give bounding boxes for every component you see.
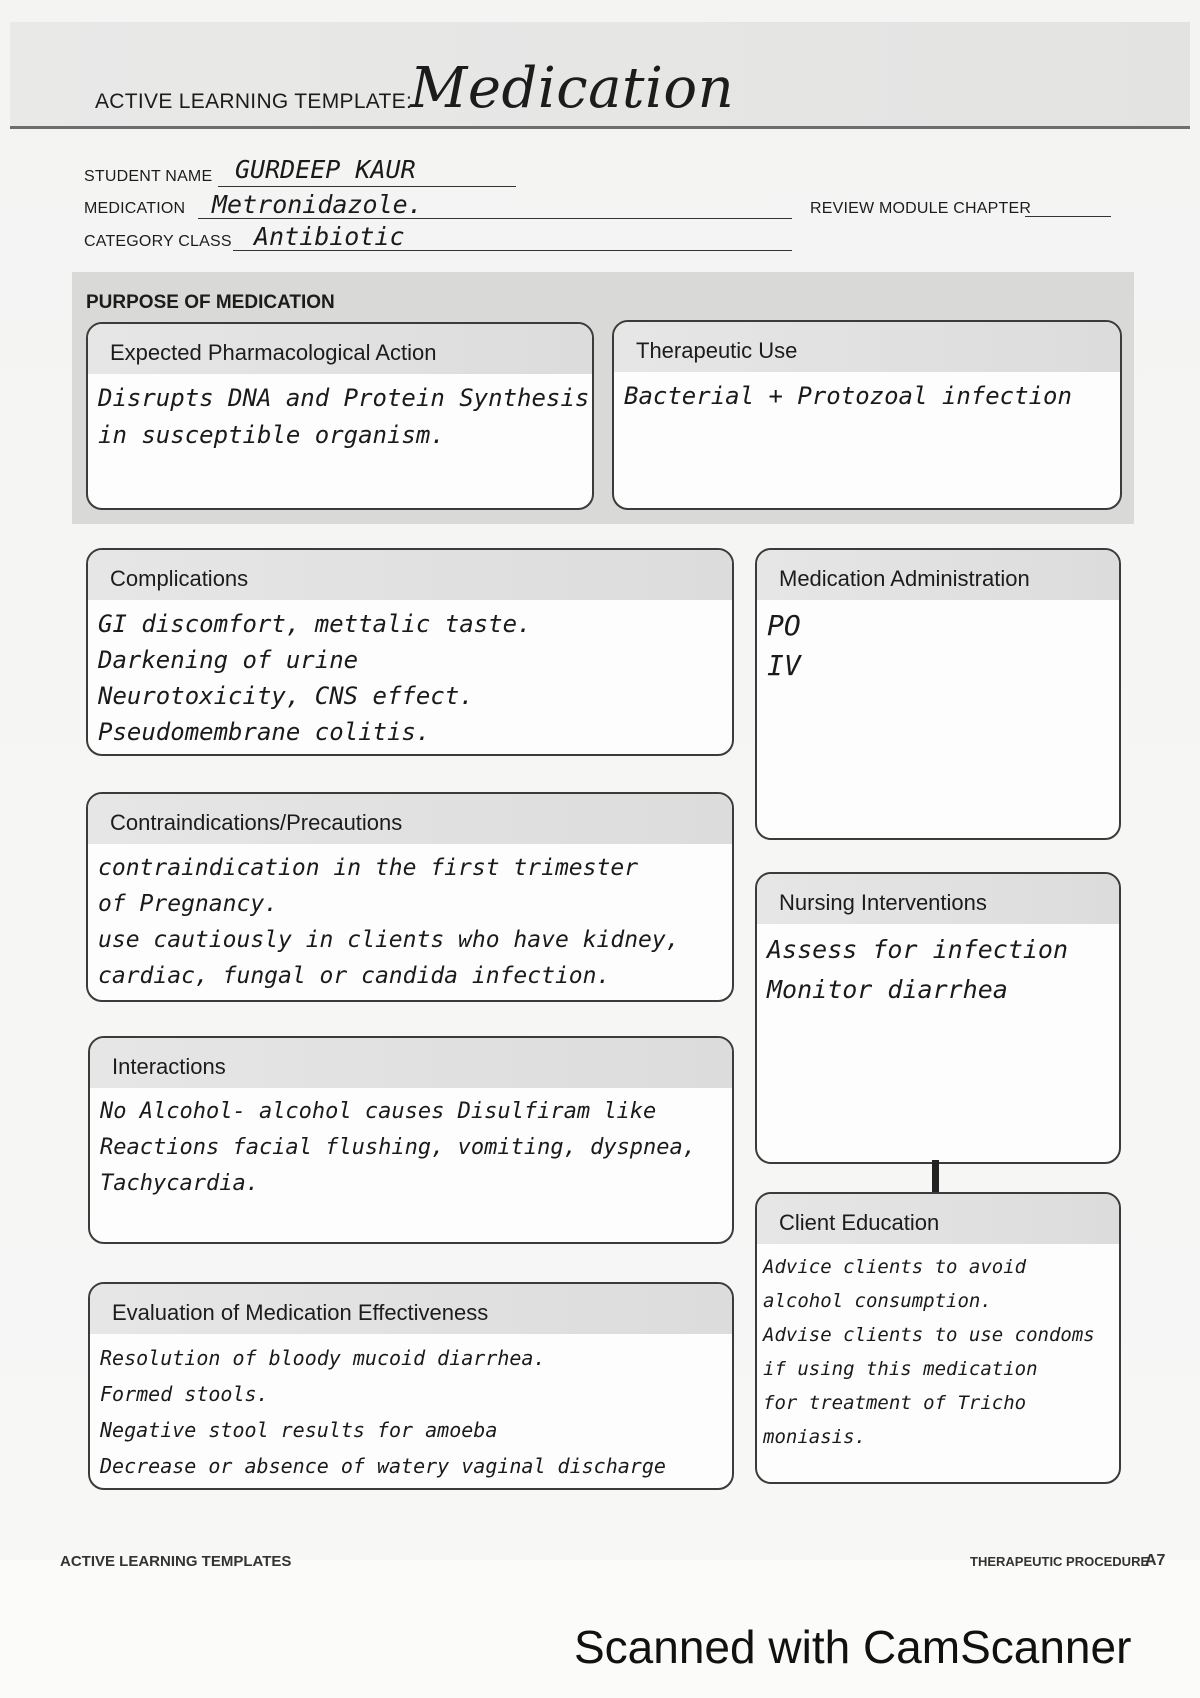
footer-left-label: ACTIVE LEARNING TEMPLATES [60, 1553, 292, 1570]
complications-box [86, 548, 734, 756]
scanner-watermark: Scanned with CamScanner [574, 1621, 1132, 1673]
nursing-interventions-line: Assess for infection [767, 935, 1069, 964]
client-education-line: if using this medication [763, 1358, 1038, 1380]
interactions-line: No Alcohol- alcohol causes Disulfiram like [100, 1099, 657, 1124]
medication-label: MEDICATION [84, 200, 186, 217]
student-name-underline [218, 186, 516, 187]
contraindications-line: contraindication in the first trimester [98, 855, 639, 881]
footer-right-label: THERAPEUTIC PROCEDURE [970, 1554, 1150, 1569]
client-education-line: alcohol consumption. [763, 1290, 992, 1312]
interactions-line: Tachycardia. [100, 1171, 259, 1196]
category-class-label: CATEGORY CLASS [84, 233, 232, 250]
contraindications-title: Contraindications/Precautions [88, 794, 732, 844]
therapeutic-use-title: Therapeutic Use [614, 322, 1120, 372]
connector-line [932, 1160, 939, 1196]
complications-line: GI discomfort, mettalic taste. [98, 610, 532, 638]
client-education-line: Advise clients to use condoms [763, 1324, 1095, 1346]
expected-action-line: Disrupts DNA and Protein Synthesis [98, 384, 590, 412]
medication-value: Metronidazole. [212, 190, 423, 219]
client-education-line: Advice clients to avoid [763, 1256, 1027, 1278]
evaluation-line: Decrease or absence of watery vaginal discharge [100, 1454, 666, 1478]
complications-line: Neurotoxicity, CNS effect. [98, 682, 474, 710]
page-number: A7 [1145, 1552, 1166, 1569]
interactions-text [90, 1088, 732, 1202]
contraindications-text [88, 844, 732, 994]
client-education-box [755, 1192, 1121, 1484]
client-education-text [757, 1244, 1119, 1454]
expected-action-box [86, 322, 594, 510]
student-name-label: STUDENT NAME [84, 168, 213, 185]
therapeutic-use-text [614, 372, 1120, 415]
complications-title: Complications [88, 550, 732, 600]
administration-title: Medication Administration [757, 550, 1119, 600]
evaluation-line: Formed stools. [100, 1382, 269, 1406]
expected-action-line: in susceptible organism. [98, 421, 445, 449]
purpose-heading: PURPOSE OF MEDICATION [86, 292, 335, 313]
nursing-interventions-box [755, 872, 1121, 1164]
nursing-interventions-line: Monitor diarrhea [767, 975, 1008, 1004]
complications-line: Darkening of urine [98, 646, 359, 674]
client-education-title: Client Education [757, 1194, 1119, 1244]
nursing-interventions-text [757, 924, 1119, 1010]
review-module-label: REVIEW MODULE CHAPTER [810, 200, 1032, 217]
nursing-interventions-title: Nursing Interventions [757, 874, 1119, 924]
evaluation-box [88, 1282, 734, 1490]
evaluation-line: Resolution of bloody mucoid diarrhea. [100, 1346, 546, 1370]
client-education-line: moniasis. [763, 1426, 866, 1448]
expected-action-text [88, 374, 592, 454]
interactions-line: Reactions facial flushing, vomiting, dyspnea, [100, 1135, 697, 1160]
contraindications-line: cardiac, fungal or candida infection. [98, 963, 611, 989]
administration-text [757, 600, 1119, 686]
student-name-value: GURDEEP KAUR [235, 155, 416, 184]
administration-line: PO [767, 609, 801, 642]
review-module-underline [1025, 216, 1111, 217]
administration-box [755, 548, 1121, 840]
evaluation-title: Evaluation of Medication Effectiveness [90, 1284, 732, 1334]
therapeutic-use-line: Bacterial + Protozoal infection [624, 382, 1072, 410]
contraindications-line: of Pregnancy. [98, 891, 279, 917]
evaluation-line: Negative stool results for amoeba [100, 1418, 498, 1442]
template-label: ACTIVE LEARNING TEMPLATE: [95, 90, 413, 113]
page-title: Medication [410, 56, 735, 121]
interactions-title: Interactions [90, 1038, 732, 1088]
client-education-line: for treatment of Tricho [763, 1392, 1027, 1414]
category-class-value: Antibiotic [254, 222, 405, 251]
contraindications-box [86, 792, 734, 1002]
interactions-box [88, 1036, 734, 1244]
therapeutic-use-box [612, 320, 1122, 510]
complications-line: Pseudomembrane colitis. [98, 718, 431, 746]
evaluation-text [90, 1334, 732, 1484]
contraindications-line: use cautiously in clients who have kidney, [98, 927, 680, 953]
expected-action-title: Expected Pharmacological Action [88, 324, 592, 374]
complications-text [88, 600, 732, 750]
administration-line: IV [767, 649, 801, 682]
